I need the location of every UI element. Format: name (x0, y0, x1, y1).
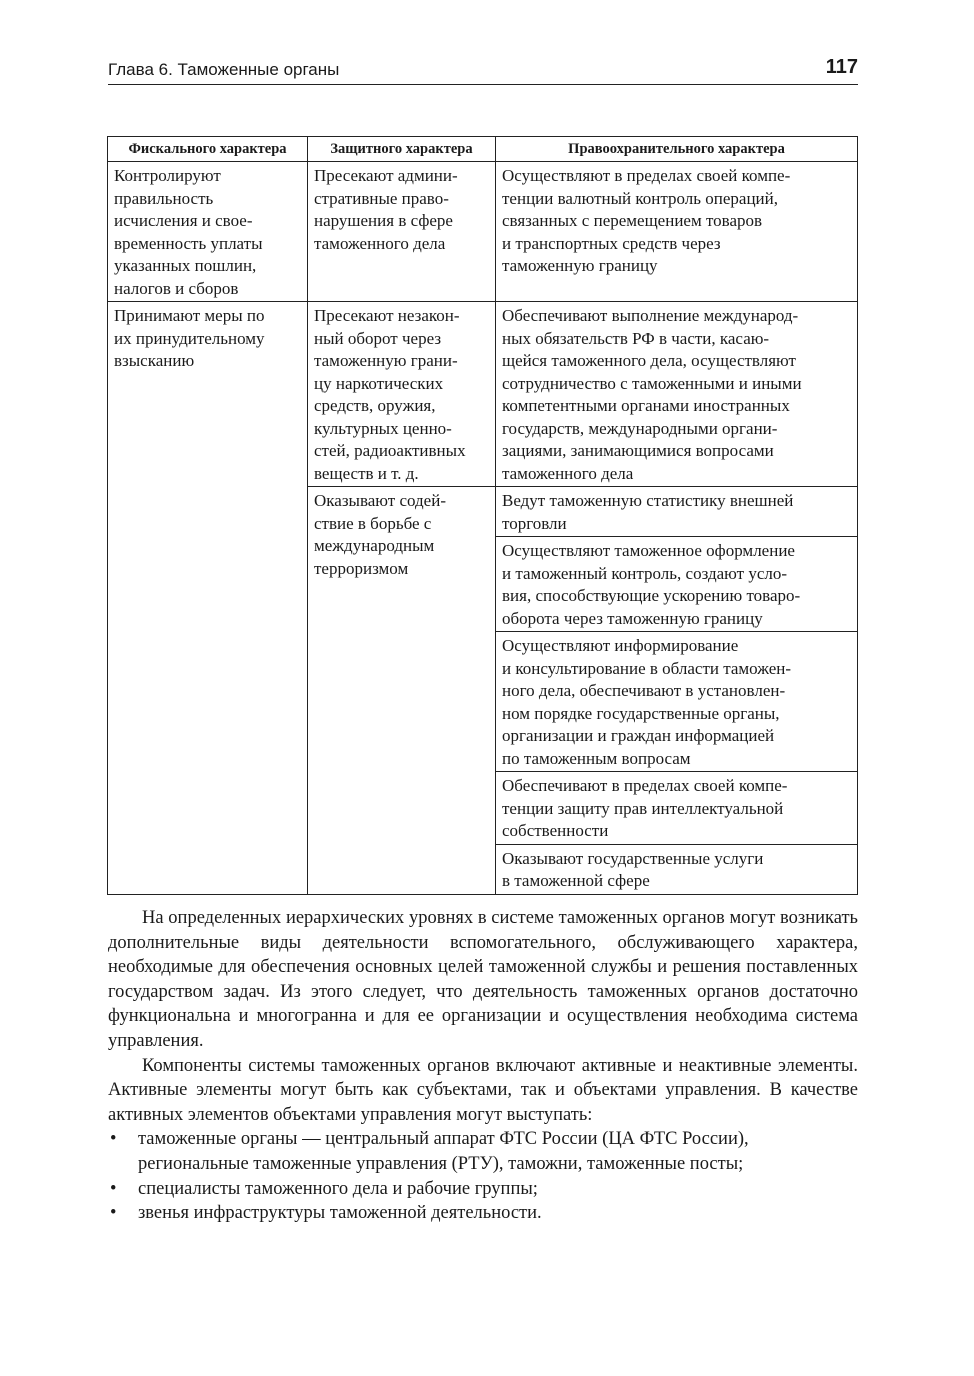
running-header (108, 56, 858, 85)
table-row (108, 162, 858, 302)
bullet-icon: • (110, 1178, 117, 1199)
functions-table (107, 136, 858, 895)
list-item (108, 1127, 858, 1176)
list-item-text: специалисты таможенного дела и рабочие группы; (138, 1178, 538, 1199)
cell-fiscal: Контролируют правильность исчисления и свое- временность уплаты указанных пошлин, налогов и сборов (108, 162, 308, 302)
bullet-icon: • (110, 1129, 117, 1150)
cell-protective: Оказывают содей- ствие в борьбе с международным терроризмом (308, 487, 496, 895)
cell-law-enforcement: Оказывают государственные услуги в таможенной сфере (496, 844, 858, 894)
body-text (108, 906, 858, 1226)
cell-law-enforcement: Осуществляют информирование и консультирование в области таможен- ного дела, обеспечивают в установлен- ном порядке государственные органы, организации и граждан информацией по таможенным вопросам (496, 632, 858, 772)
table-header-row (108, 137, 858, 162)
paragraph: На определенных иерархических уровнях в системе таможенных органов могут возникать дополнительные виды деятельности вспомогательного, обслуживающего характера, необходимые для обеспечения основных целей таможенной службы и решения поставленных государством задач. Из этого следует, что деятельность таможенных органов достаточно функциональна и многогранна и для ее организации и осуществления необходима система управления. (108, 908, 858, 1051)
list-item-text: звенья инфраструктуры таможенной деятельности. (138, 1203, 542, 1224)
table-row (108, 302, 858, 487)
cell-law-enforcement: Ведут таможенную статистику внешней торговли (496, 487, 858, 537)
bullet-list (108, 1127, 858, 1225)
cell-protective: Пресекают админи- стративные право- нарушения в сфере таможенного дела (308, 162, 496, 302)
list-item-text: таможенные органы — центральный аппарат ФТС России (ЦА ФТС России), региональные таможенные управления (РТУ), таможни, таможенные посты; (138, 1129, 749, 1174)
chapter-title: Глава 6. Таможенные органы (108, 60, 340, 79)
cell-protective: Пресекают незакон- ный оборот через таможенную грани- цу наркотических средств, оружия, культурных ценно- стей, радиоактивных веществ и т. д. (308, 302, 496, 487)
cell-law-enforcement: Осуществляют в пределах своей компе- тенции валютный контроль операций, связанных с перемещением товаров и транспортных средств через таможенную границу (496, 162, 858, 302)
cell-fiscal: Принимают меры по их принудительному взысканию (108, 302, 308, 895)
list-item (108, 1201, 858, 1226)
header-fiscal: Фискального характера (108, 137, 308, 162)
cell-law-enforcement: Обеспечивают в пределах своей компе- тенции защиту прав интеллектуальной собственности (496, 772, 858, 845)
cell-law-enforcement: Обеспечивают выполнение международ- ных обязательств РФ в части, касаю- щейся таможенного дела, осуществляют сотрудничество с таможенными и иными компетентными органами иностранных государств, международными органи- зациями, занимающимися вопросами таможенного дела (496, 302, 858, 487)
header-protective: Защитного характера (308, 137, 496, 162)
list-item (108, 1177, 858, 1202)
header-law-enforcement: Правоохранительного характера (496, 137, 858, 162)
paragraph: Компоненты системы таможенных органов включают активные и неактивные элементы. Активные элементы могут быть как субъектами, так и объектами управления. В качестве активных элементов объектами управления могут выступать: (108, 1055, 858, 1125)
bullet-icon: • (110, 1203, 117, 1224)
page-number: 117 (825, 56, 858, 78)
cell-law-enforcement: Осуществляют таможенное оформление и таможенный контроль, создают усло- вия, способствующие ускорению товаро- оборота через таможенную границу (496, 537, 858, 632)
